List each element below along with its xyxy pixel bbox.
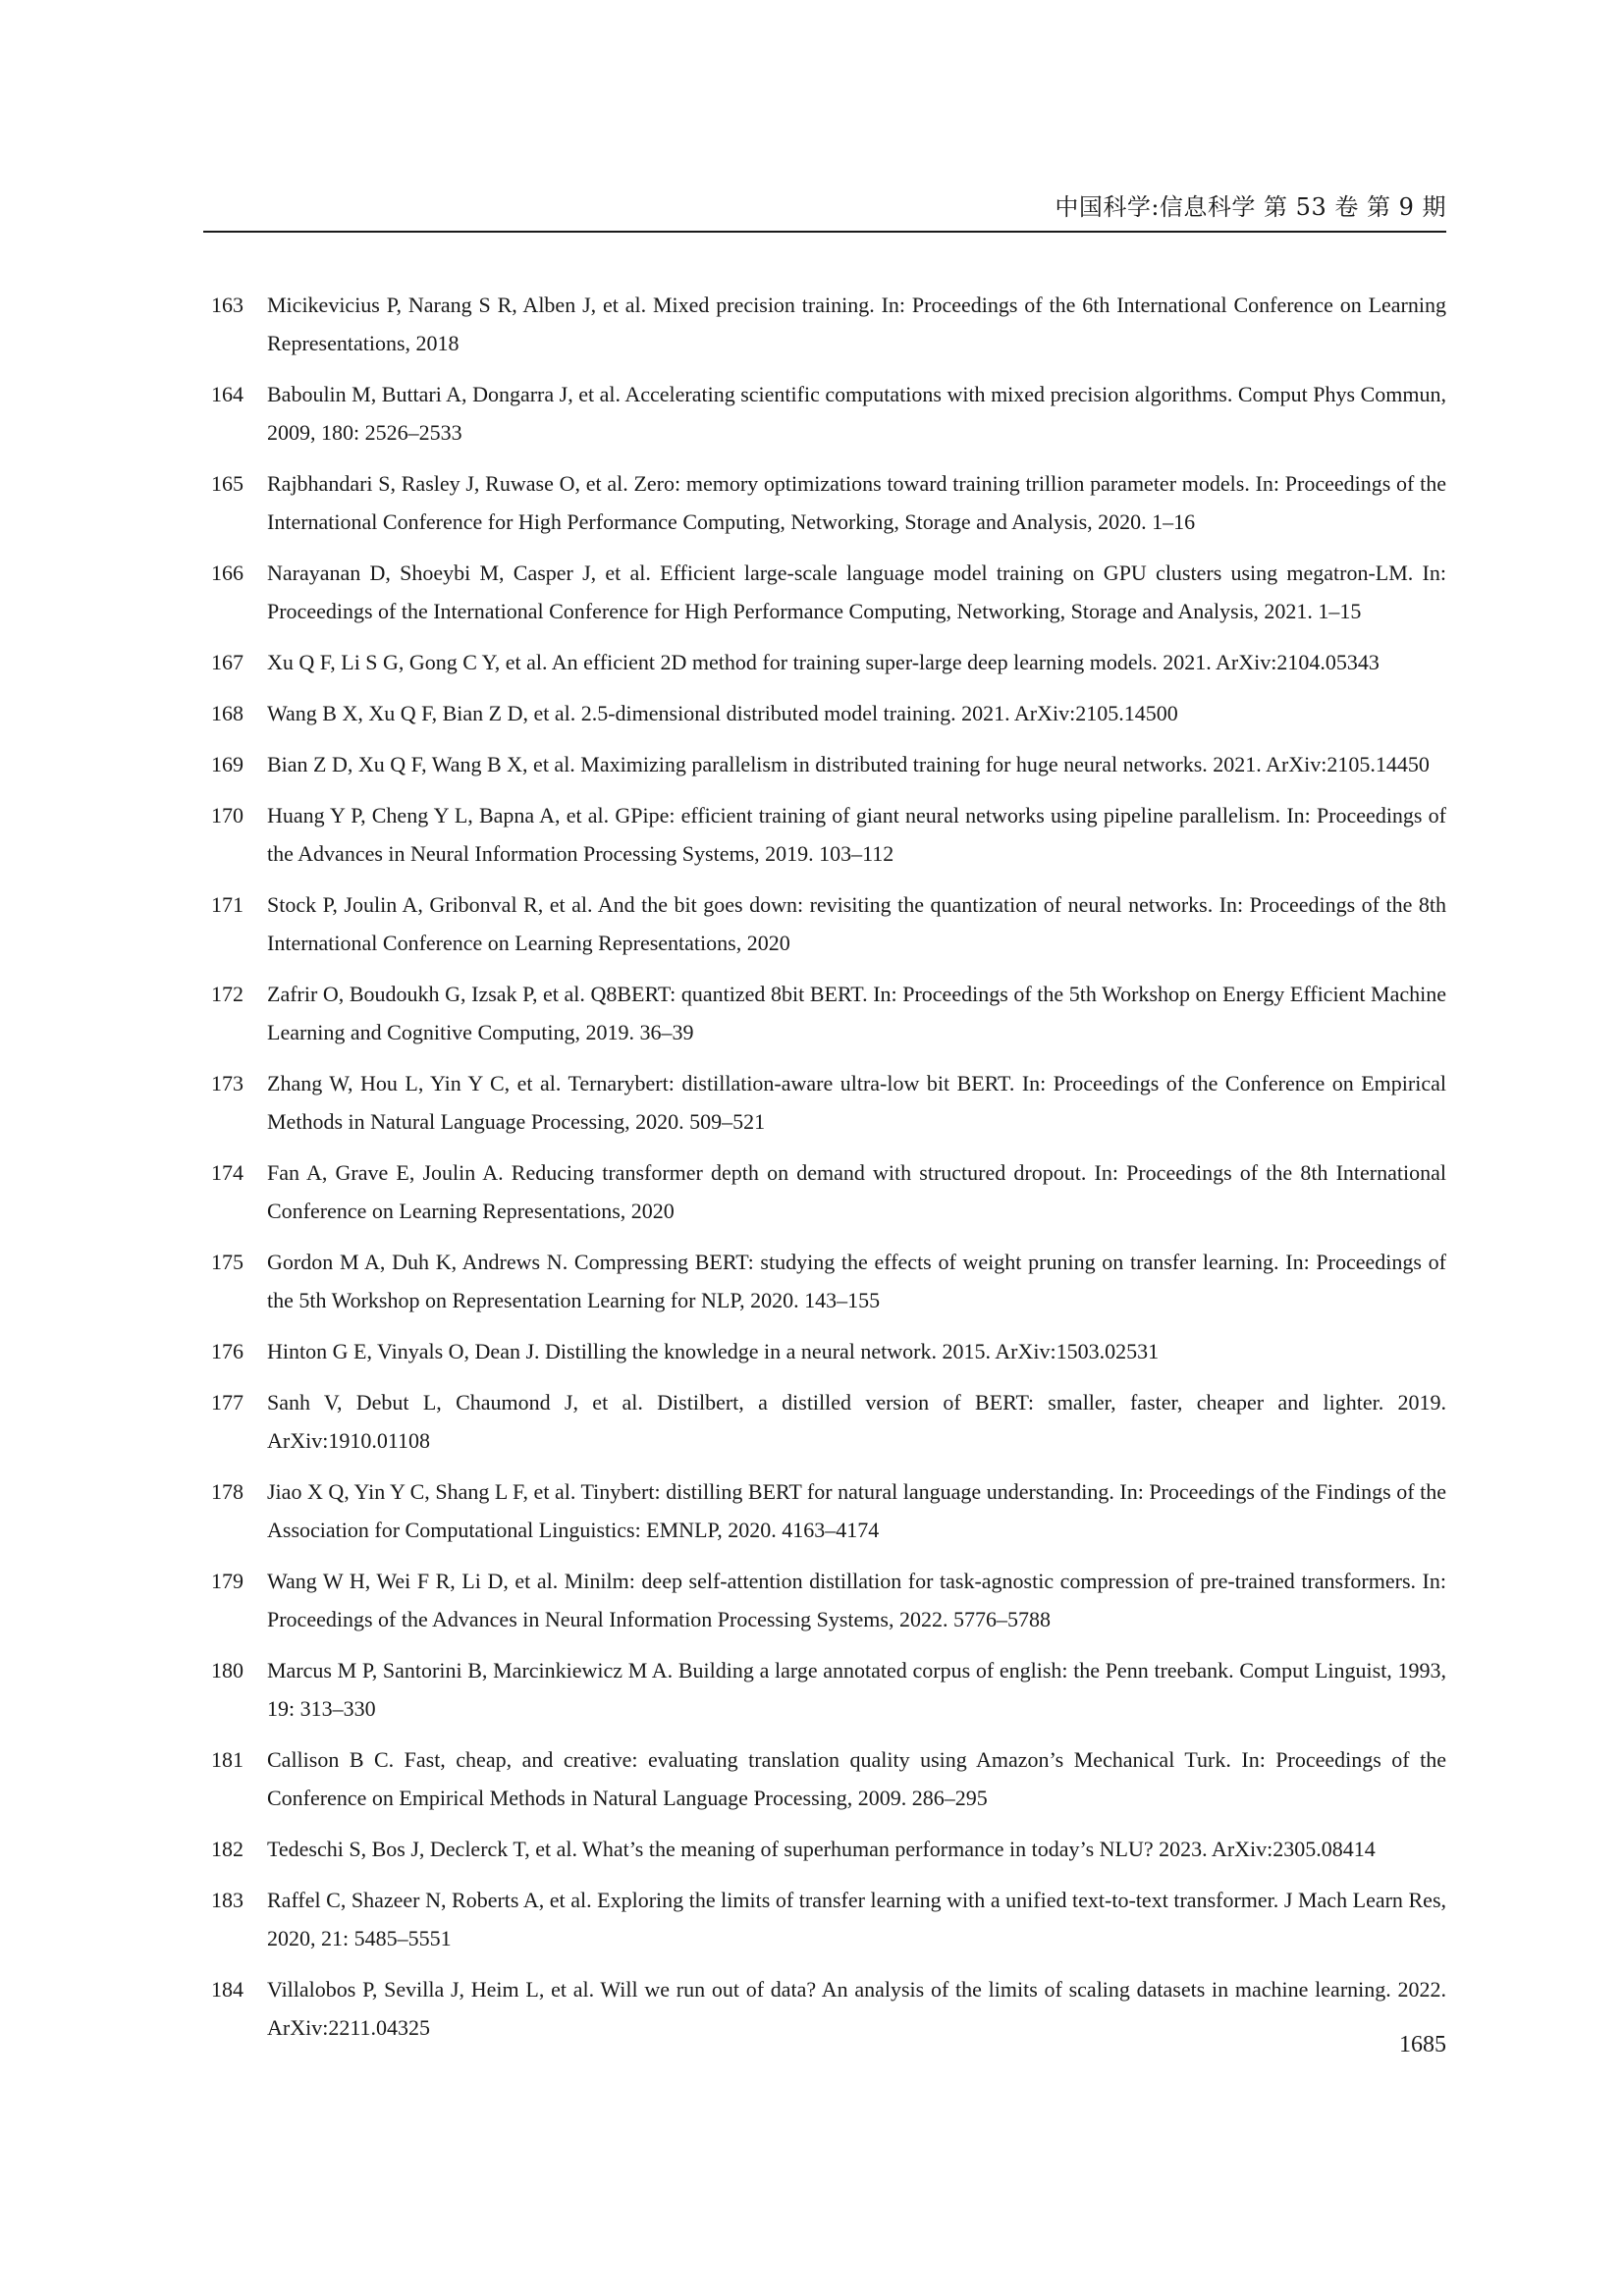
reference-number: 177 — [211, 1390, 244, 1415]
reference-text: Hinton G E, Vinyals O, Dean J. Distilling the knowledge in a neural network. 2015. ArXiv:1503.02531 — [267, 1339, 1160, 1363]
reference-text: Rajbhandari S, Rasley J, Ruwase O, et al. Zero: memory optimizations toward training trillion parameter models. In: Proceedings of the International Conference for High Performance Computing, Networking, Storage and Analysis, 2020. 1–16 — [267, 471, 1446, 534]
reference-item — [211, 1383, 1446, 1460]
reference-number: 163 — [211, 293, 244, 317]
reference-item — [211, 1651, 1446, 1728]
reference-number: 169 — [211, 752, 244, 776]
reference-text: Marcus M P, Santorini B, Marcinkiewicz M A. Building a large annotated corpus of english: the Penn treebank. Comput Linguist, 1993, 19: 313–330 — [267, 1658, 1446, 1721]
reference-item — [211, 1243, 1446, 1319]
reference-text: Wang B X, Xu Q F, Bian Z D, et al. 2.5-dimensional distributed model training. 2021. ArXiv:2105.14500 — [267, 701, 1178, 725]
reference-list — [211, 286, 1446, 2059]
reference-text: Bian Z D, Xu Q F, Wang B X, et al. Maximizing parallelism in distributed training for huge neural networks. 2021. ArXiv:2105.14450 — [267, 752, 1430, 776]
reference-number: 166 — [211, 561, 244, 585]
reference-number: 182 — [211, 1837, 244, 1861]
reference-item — [211, 796, 1446, 873]
reference-item — [211, 885, 1446, 962]
reference-number: 181 — [211, 1747, 244, 1772]
page-number: 1685 — [1399, 2032, 1446, 2057]
reference-number: 164 — [211, 382, 244, 406]
header-rule — [203, 231, 1446, 233]
reference-item — [211, 286, 1446, 362]
reference-text: Villalobos P, Sevilla J, Heim L, et al. Will we run out of data? An analysis of the limits of scaling datasets in machine learning. 2022. ArXiv:2211.04325 — [267, 1977, 1446, 2040]
reference-number: 175 — [211, 1250, 244, 1274]
reference-item — [211, 464, 1446, 541]
reference-text: Micikevicius P, Narang S R, Alben J, et al. Mixed precision training. In: Proceedings of the 6th International Conference on Learning Representations, 2018 — [267, 293, 1446, 355]
reference-item — [211, 694, 1446, 732]
reference-item — [211, 375, 1446, 452]
reference-item — [211, 1562, 1446, 1638]
reference-item — [211, 1830, 1446, 1868]
reference-text: Callison B C. Fast, cheap, and creative: evaluating translation quality using Amazon’s Mechanical Turk. In: Proceedings of the Conference on Empirical Methods in Natural Language Processing, 2009. 286–295 — [267, 1747, 1446, 1810]
reference-number: 183 — [211, 1888, 244, 1912]
reference-text: Gordon M A, Duh K, Andrews N. Compressing BERT: studying the effects of weight pruning on transfer learning. In: Proceedings of the 5th Workshop on Representation Learning for NLP, 2020. 143–155 — [267, 1250, 1446, 1312]
reference-number: 170 — [211, 803, 244, 828]
reference-number: 174 — [211, 1160, 244, 1185]
reference-number: 168 — [211, 701, 244, 725]
reference-number: 180 — [211, 1658, 244, 1682]
reference-text: Baboulin M, Buttari A, Dongarra J, et al. Accelerating scientific computations with mixed precision algorithms. Comput Phys Commun, 2009, 180: 2526–2533 — [267, 382, 1446, 445]
reference-number: 173 — [211, 1071, 244, 1095]
reference-number: 172 — [211, 982, 244, 1006]
reference-item — [211, 1472, 1446, 1549]
reference-number: 171 — [211, 892, 244, 917]
reference-text: Sanh V, Debut L, Chaumond J, et al. Distilbert, a distilled version of BERT: smaller, faster, cheaper and lighter. 2019. ArXiv:1910.01108 — [267, 1390, 1446, 1453]
reference-item — [211, 554, 1446, 630]
reference-text: Narayanan D, Shoeybi M, Casper J, et al. Efficient large-scale language model training on GPU clusters using megatron-LM. In: Proceedings of the International Conference for High Performance Computing, Networking, Storage and Analysis, 2021. 1–15 — [267, 561, 1446, 623]
reference-text: Jiao X Q, Yin Y C, Shang L F, et al. Tinybert: distilling BERT for natural language understanding. In: Proceedings of the Findings of the Association for Computational Linguistics: EMNLP, 2020. 4163–4174 — [267, 1479, 1446, 1542]
reference-text: Huang Y P, Cheng Y L, Bapna A, et al. GPipe: efficient training of giant neural networks using pipeline parallelism. In: Proceedings of the Advances in Neural Information Processing Systems, 2019. 103–112 — [267, 803, 1446, 866]
reference-item — [211, 1881, 1446, 1957]
reference-text: Raffel C, Shazeer N, Roberts A, et al. Exploring the limits of transfer learning with a unified text-to-text transformer. J Mach Learn Res, 2020, 21: 5485–5551 — [267, 1888, 1446, 1950]
reference-number: 176 — [211, 1339, 244, 1363]
reference-item — [211, 1740, 1446, 1817]
reference-text: Tedeschi S, Bos J, Declerck T, et al. What’s the meaning of superhuman performance in today’s NLU? 2023. ArXiv:2305.08414 — [267, 1837, 1376, 1861]
reference-item — [211, 745, 1446, 783]
reference-text: Wang W H, Wei F R, Li D, et al. Minilm: deep self-attention distillation for task-agnostic compression of pre-trained transformers. In: Proceedings of the Advances in Neural Information Processing Systems, 2022. 5776–5788 — [267, 1569, 1446, 1631]
reference-item — [211, 1064, 1446, 1141]
reference-number: 178 — [211, 1479, 244, 1504]
reference-number: 179 — [211, 1569, 244, 1593]
running-head: 中国科学:信息科学 第 53 卷 第 9 期 — [1055, 193, 1446, 221]
reference-number: 167 — [211, 650, 244, 674]
reference-text: Fan A, Grave E, Joulin A. Reducing transformer depth on demand with structured dropout. In: Proceedings of the 8th International Conference on Learning Representations, 2020 — [267, 1160, 1446, 1223]
reference-text: Zafrir O, Boudoukh G, Izsak P, et al. Q8BERT: quantized 8bit BERT. In: Proceedings of the 5th Workshop on Energy Efficient Machine Learning and Cognitive Computing, 2019. 36–39 — [267, 982, 1446, 1044]
reference-item — [211, 643, 1446, 681]
reference-number: 184 — [211, 1977, 244, 2002]
reference-text: Stock P, Joulin A, Gribonval R, et al. And the bit goes down: revisiting the quantization of neural networks. In: Proceedings of the 8th International Conference on Learning Representations, 2020 — [267, 892, 1446, 955]
reference-item — [211, 1153, 1446, 1230]
reference-item — [211, 1332, 1446, 1370]
reference-number: 165 — [211, 471, 244, 496]
reference-text: Xu Q F, Li S G, Gong C Y, et al. An efficient 2D method for training super-large deep learning models. 2021. ArXiv:2104.05343 — [267, 650, 1380, 674]
reference-item — [211, 975, 1446, 1051]
reference-text: Zhang W, Hou L, Yin Y C, et al. Ternarybert: distillation-aware ultra-low bit BERT. In: Proceedings of the Conference on Empirical Methods in Natural Language Processing, 2020. 509–521 — [267, 1071, 1446, 1134]
